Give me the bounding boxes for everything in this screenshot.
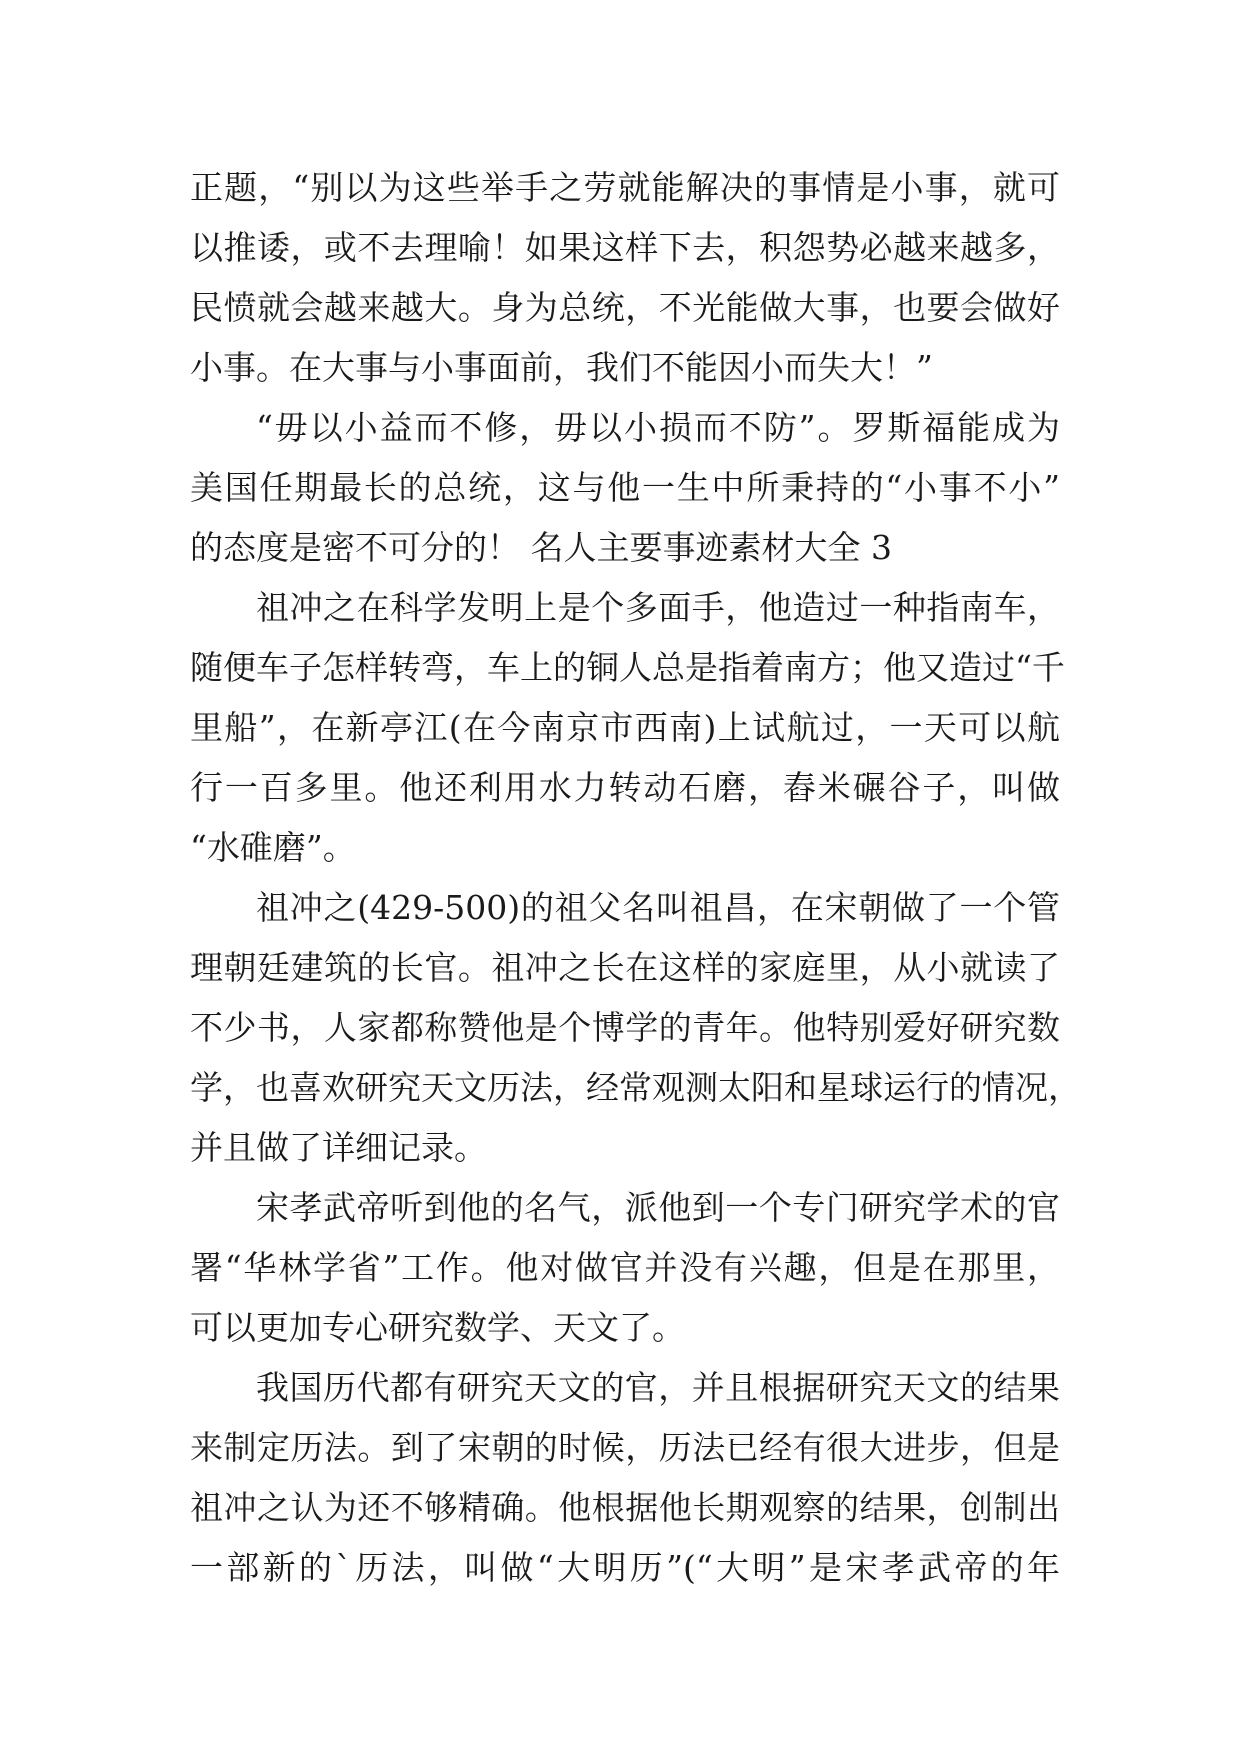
text-line: 以推诿，或不去理喻！如果这样下去，积怨势必越来越多，	[190, 228, 1060, 267]
text-line: 署“华林学省”工作。他对做官并没有兴趣，但是在那里，	[190, 1248, 1060, 1287]
text-line: 可以更加专心研究数学、天文了。	[190, 1308, 685, 1347]
text-line: 小事。在大事与小事面前，我们不能因小而失大！”	[190, 348, 933, 387]
text-line: 并且做了详细记录。	[190, 1128, 487, 1167]
text-line: 不少书，人家都称赞他是个博学的青年。他特别爱好研究数	[190, 1008, 1060, 1047]
text-line: 理朝廷建筑的长官。祖冲之长在这样的家庭里，从小就读了	[190, 948, 1060, 987]
text-line: 祖冲之认为还不够精确。他根据他长期观察的结果，创制出	[190, 1488, 1060, 1527]
text-line: 的态度是密不可分的！ 名人主要事迹素材大全 3	[190, 528, 892, 567]
text-line: “水碓磨”。	[190, 828, 356, 867]
text-line: 来制定历法。到了宋朝的时候，历法已经有很大进步，但是	[190, 1428, 1060, 1467]
text-line: 祖冲之在科学发明上是个多面手，他造过一种指南车，	[256, 588, 1060, 627]
text-line: 一部新的`历法，叫做“大明历”(“大明”是宋孝武帝的年	[190, 1548, 1060, 1587]
body-text	[190, 158, 1081, 1598]
text-line: 随便车子怎样转弯，车上的铜人总是指着南方；他又造过“千	[190, 648, 1065, 687]
text-line: 宋孝武帝听到他的名气，派他到一个专门研究学术的官	[256, 1188, 1060, 1227]
text-line: 民愤就会越来越大。身为总统，不光能做大事，也要会做好	[190, 288, 1060, 327]
text-line: 祖冲之(429-500)的祖父名叫祖昌，在宋朝做了一个管	[256, 888, 1060, 927]
text-line: 我国历代都有研究天文的官，并且根据研究天文的结果	[256, 1368, 1060, 1407]
text-line: “毋以小益而不修，毋以小损而不防”。罗斯福能成为	[256, 408, 1060, 447]
text-line: 学，也喜欢研究天文历法，经常观测太阳和星球运行的情况，	[190, 1068, 1081, 1107]
text-line: 美国任期最长的总统，这与他一生中所秉持的“小事不小”	[190, 468, 1060, 507]
text-line: 里船”，在新亭江(在今南京市西南)上试航过，一天可以航	[190, 708, 1060, 747]
text-line: 行一百多里。他还利用水力转动石磨，舂米碾谷子，叫做	[190, 768, 1060, 807]
text-line: 正题，“别以为这些举手之劳就能解决的事情是小事，就可	[190, 168, 1060, 207]
